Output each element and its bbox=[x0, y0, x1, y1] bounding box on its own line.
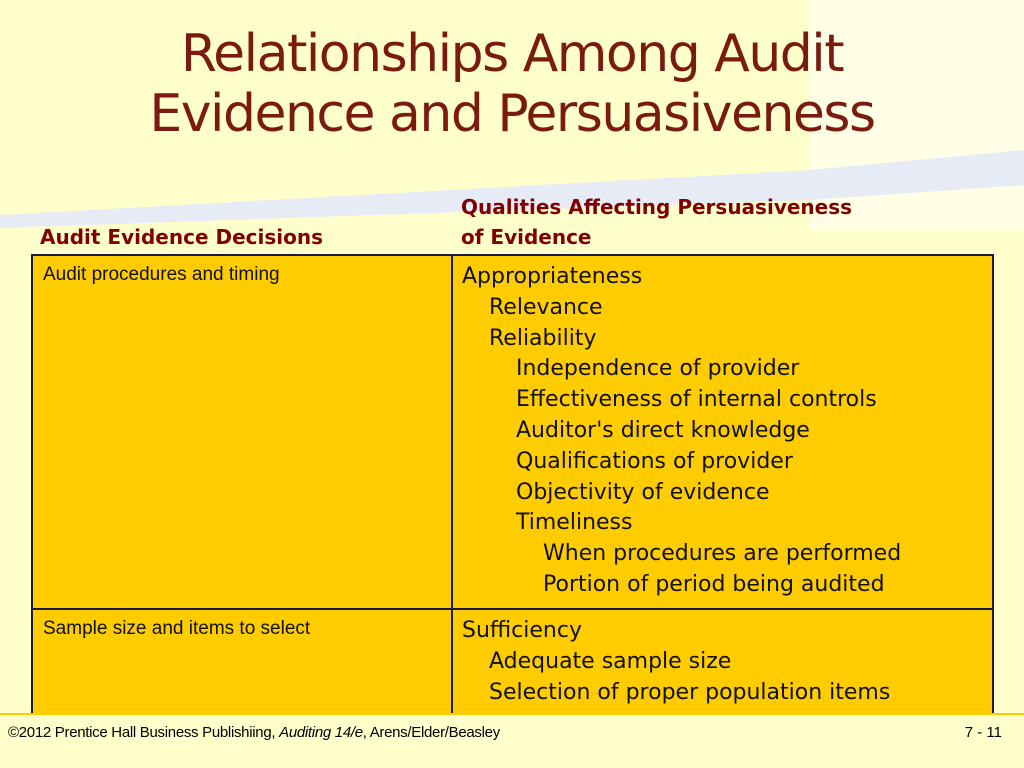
slide-title bbox=[0, 24, 1024, 144]
quality-item: Relevance bbox=[489, 294, 603, 320]
decision-cell: Audit procedures and timing bbox=[32, 255, 452, 609]
quality-item: Independence of provider bbox=[516, 356, 800, 382]
table-row bbox=[32, 255, 993, 609]
footer-divider bbox=[0, 713, 1024, 715]
quality-item: Auditor's direct knowledge bbox=[516, 417, 810, 443]
quality-item: When procedures are performed bbox=[543, 541, 902, 567]
quality-item: Timeliness bbox=[516, 510, 633, 536]
copyright-book-title: Auditing 14/e bbox=[279, 724, 363, 741]
quality-item: Selection of proper population items bbox=[489, 679, 891, 705]
right-column-header bbox=[461, 192, 961, 252]
title-line-1: Relationships Among Audit bbox=[180, 24, 844, 84]
quality-item: Reliability bbox=[489, 325, 597, 351]
left-column-header: Audit Evidence Decisions bbox=[40, 225, 323, 249]
right-header-line-2: of Evidence bbox=[461, 225, 592, 249]
copyright-notice bbox=[8, 724, 500, 741]
quality-item: Portion of period being audited bbox=[543, 571, 885, 597]
quality-item: Effectiveness of internal controls bbox=[516, 387, 877, 413]
qualities-cell bbox=[452, 609, 993, 715]
quality-item: Qualifications of provider bbox=[516, 448, 793, 474]
quality-item: Adequate sample size bbox=[489, 648, 732, 674]
copyright-suffix: , Arens/Elder/Beasley bbox=[362, 724, 500, 741]
table-row bbox=[32, 609, 993, 715]
right-header-line-1: Qualities Affecting Persuasiveness bbox=[461, 195, 853, 219]
qualities-cell bbox=[452, 255, 993, 609]
evidence-table bbox=[31, 254, 994, 716]
title-line-2: Evidence and Persuasiveness bbox=[149, 84, 875, 144]
copyright-prefix: ©2012 Prentice Hall Business Publishiing, bbox=[8, 724, 280, 741]
decision-cell: Sample size and items to select bbox=[32, 609, 452, 715]
quality-item: Objectivity of evidence bbox=[516, 479, 770, 505]
quality-item: Appropriateness bbox=[462, 264, 643, 289]
quality-item: Sufficiency bbox=[462, 618, 582, 643]
page-number: 7 - 11 bbox=[964, 724, 1002, 741]
